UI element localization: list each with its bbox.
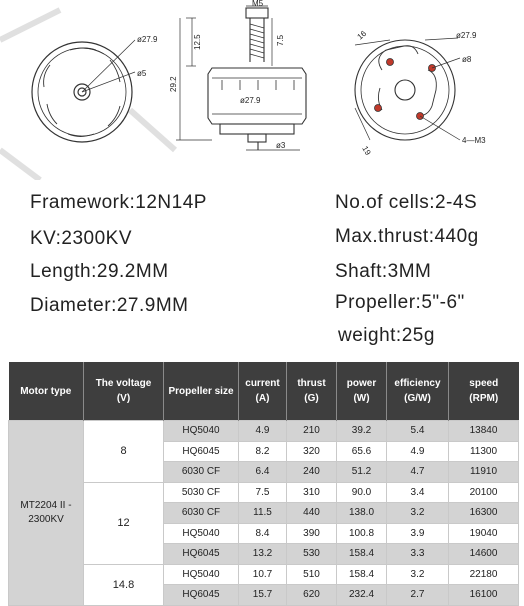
cell-propeller: HQ5040 xyxy=(164,564,239,585)
cell-efficiency: 3.3 xyxy=(387,544,449,565)
technical-drawings xyxy=(0,0,524,180)
side-view-drawing xyxy=(176,6,306,150)
cell-propeller: HQ6045 xyxy=(164,544,239,565)
side-view-shaft-height: 12.5 xyxy=(193,34,202,50)
header-power: power (W) xyxy=(337,362,387,421)
table-row xyxy=(9,564,519,585)
top-view-hole-dia: ø5 xyxy=(137,69,147,78)
motor-model-cell: MT2204 II - 2300KV xyxy=(9,421,84,606)
cell-efficiency: 3.9 xyxy=(387,523,449,544)
spec-framework: Framework:12N14P xyxy=(30,192,207,213)
bottom-view-center-dia: ø8 xyxy=(462,55,472,64)
cell-speed: 13840 xyxy=(449,421,519,442)
top-view-outer-dia: ø27.9 xyxy=(137,35,158,44)
cell-speed: 19040 xyxy=(449,523,519,544)
spec-propeller: Propeller:5"-6" xyxy=(335,292,465,313)
header-motor-type: Motor type xyxy=(9,362,84,421)
bottom-view-spacing-19: 19 xyxy=(360,144,373,157)
cell-current: 8.2 xyxy=(239,441,287,462)
cell-speed: 16100 xyxy=(449,585,519,606)
spec-length: Length:29.2MM xyxy=(30,261,169,282)
specs-section xyxy=(0,180,524,355)
cell-thrust: 390 xyxy=(287,523,337,544)
top-view-drawing xyxy=(32,40,135,142)
cell-propeller: 6030 CF xyxy=(164,503,239,524)
cell-current: 4.9 xyxy=(239,421,287,442)
header-speed: speed (RPM) xyxy=(449,362,519,421)
voltage-cell: 14.8 xyxy=(84,564,164,605)
spec-max-thrust: Max.thrust:440g xyxy=(335,226,479,247)
cell-power: 100.8 xyxy=(337,523,387,544)
cell-thrust: 440 xyxy=(287,503,337,524)
cell-thrust: 320 xyxy=(287,441,337,462)
table-row xyxy=(9,421,519,442)
header-propeller: Propeller size xyxy=(164,362,239,421)
bottom-view-screws: 4—M3 xyxy=(462,136,486,145)
spec-diameter: Diameter:27.9MM xyxy=(30,295,189,316)
cell-current: 7.5 xyxy=(239,482,287,503)
cell-power: 90.0 xyxy=(337,482,387,503)
spec-weight: weight:25g xyxy=(338,325,435,346)
cell-power: 138.0 xyxy=(337,503,387,524)
cell-efficiency: 3.4 xyxy=(387,482,449,503)
cell-current: 13.2 xyxy=(239,544,287,565)
cell-current: 8.4 xyxy=(239,523,287,544)
cell-current: 10.7 xyxy=(239,564,287,585)
cell-thrust: 310 xyxy=(287,482,337,503)
cell-thrust: 240 xyxy=(287,462,337,483)
cell-efficiency: 4.9 xyxy=(387,441,449,462)
cell-efficiency: 5.4 xyxy=(387,421,449,442)
cell-current: 15.7 xyxy=(239,585,287,606)
cell-power: 232.4 xyxy=(337,585,387,606)
spec-kv: KV:2300KV xyxy=(30,228,133,249)
cell-current: 6.4 xyxy=(239,462,287,483)
cell-propeller: HQ6045 xyxy=(164,585,239,606)
cell-speed: 11300 xyxy=(449,441,519,462)
cell-propeller: HQ5040 xyxy=(164,523,239,544)
side-view-thread: M5 xyxy=(252,0,264,8)
cell-speed: 11910 xyxy=(449,462,519,483)
cell-propeller: HQ6045 xyxy=(164,441,239,462)
spec-shaft: Shaft:3MM xyxy=(335,261,432,282)
bottom-view-drawing xyxy=(355,38,460,140)
cell-propeller: 6030 CF xyxy=(164,462,239,483)
header-voltage: The voltage (V) xyxy=(84,362,164,421)
bottom-view-outer-dia: ø27.9 xyxy=(456,31,477,40)
table-row xyxy=(9,482,519,503)
header-current: current (A) xyxy=(239,362,287,421)
side-view-thread-height: 7.5 xyxy=(276,34,285,46)
bottom-view-spacing-16: 16 xyxy=(355,28,369,42)
side-view-total-height: 29.2 xyxy=(169,76,178,92)
cell-power: 65.6 xyxy=(337,441,387,462)
cell-speed: 22180 xyxy=(449,564,519,585)
cell-efficiency: 3.2 xyxy=(387,503,449,524)
table-header-row xyxy=(9,362,519,421)
cell-speed: 16300 xyxy=(449,503,519,524)
cell-thrust: 210 xyxy=(287,421,337,442)
cell-power: 158.4 xyxy=(337,544,387,565)
side-view-body-dia: ø27.9 xyxy=(240,96,261,105)
cell-power: 39.2 xyxy=(337,421,387,442)
header-thrust: thrust (G) xyxy=(287,362,337,421)
cell-power: 158.4 xyxy=(337,564,387,585)
voltage-cell: 12 xyxy=(84,482,164,564)
cell-thrust: 620 xyxy=(287,585,337,606)
cell-thrust: 530 xyxy=(287,544,337,565)
cell-efficiency: 3.2 xyxy=(387,564,449,585)
performance-table xyxy=(8,362,519,606)
header-efficiency: efficiency (G/W) xyxy=(387,362,449,421)
cell-propeller: 5030 CF xyxy=(164,482,239,503)
cell-efficiency: 4.7 xyxy=(387,462,449,483)
cell-propeller: HQ5040 xyxy=(164,421,239,442)
performance-table-wrapper xyxy=(8,362,518,606)
cell-thrust: 510 xyxy=(287,564,337,585)
cell-current: 11.5 xyxy=(239,503,287,524)
spec-cells: No.of cells:2-4S xyxy=(335,192,478,213)
voltage-cell: 8 xyxy=(84,421,164,483)
cell-power: 51.2 xyxy=(337,462,387,483)
cell-speed: 20100 xyxy=(449,482,519,503)
cell-speed: 14600 xyxy=(449,544,519,565)
top-view-notches xyxy=(44,48,120,137)
cell-efficiency: 2.7 xyxy=(387,585,449,606)
side-view-shaft-dia: ø3 xyxy=(276,141,286,150)
